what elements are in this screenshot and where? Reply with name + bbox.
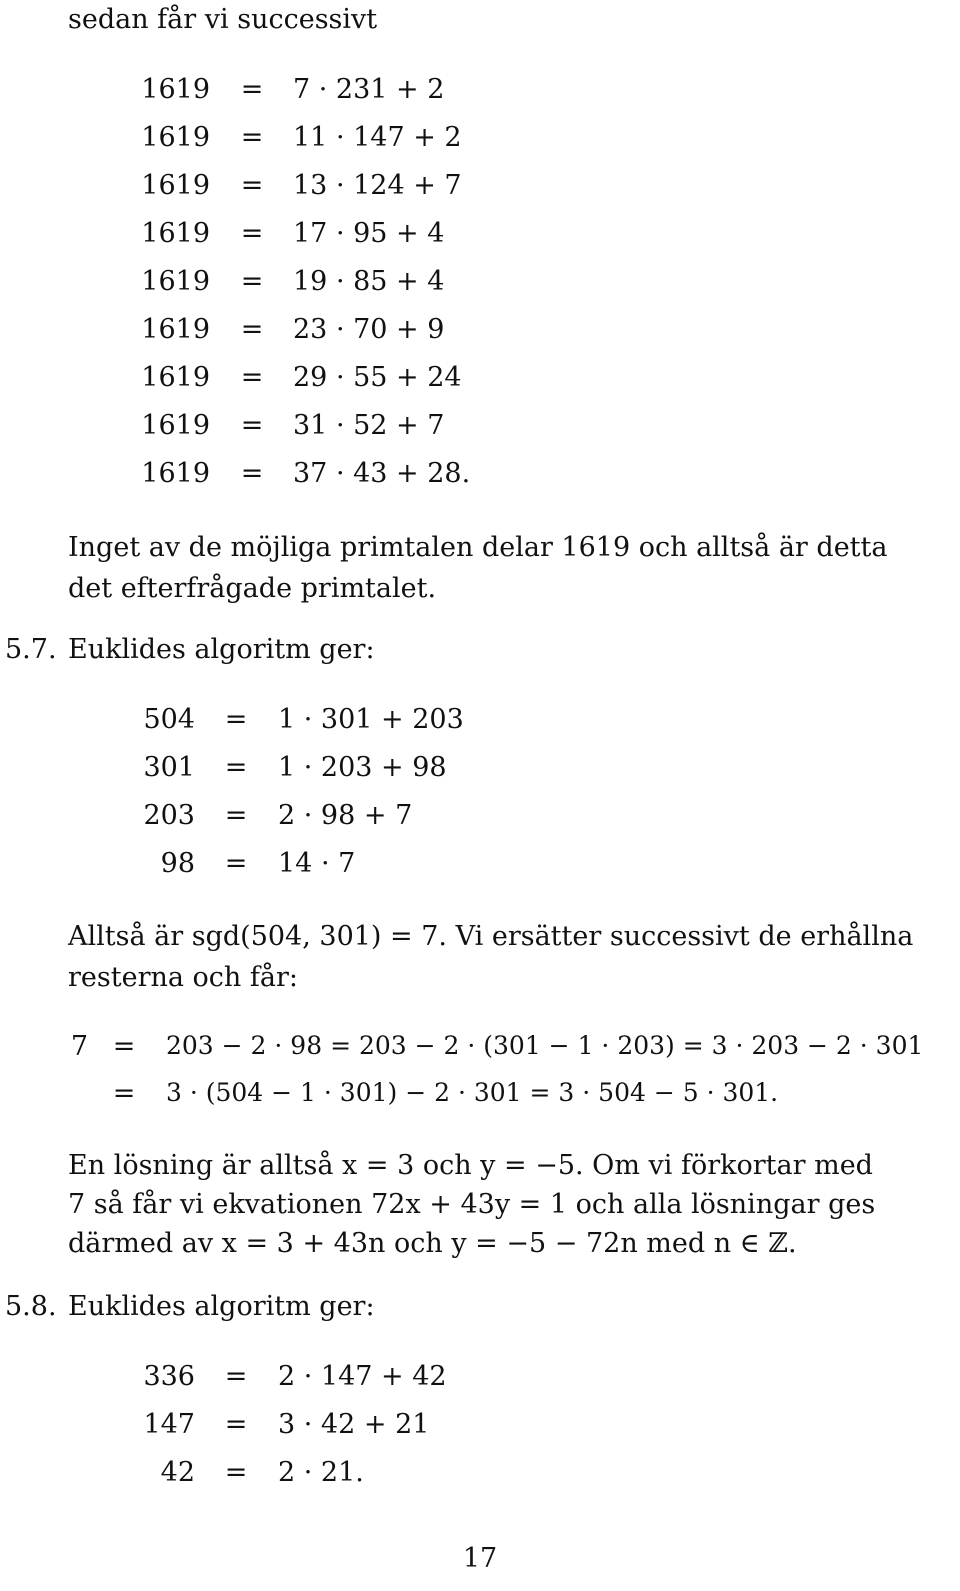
equation-row: [0, 850, 960, 880]
equation-rhs: 37 · 43 + 28.: [293, 458, 471, 489]
equation-relation: =: [112, 1078, 136, 1109]
equation-rhs: 3 · 42 + 21: [278, 1409, 430, 1440]
equation-row: [0, 220, 960, 250]
equation-rhs: 17 · 95 + 4: [293, 218, 445, 249]
equation-lhs: 1619: [141, 74, 210, 105]
equation-lhs: 98: [160, 848, 195, 879]
equation-relation: =: [224, 1457, 248, 1488]
equation-relation: =: [224, 704, 248, 735]
equation-rhs: 19 · 85 + 4: [293, 266, 445, 297]
equation-relation: =: [240, 266, 264, 297]
equation-rhs: 2 · 98 + 7: [278, 800, 413, 831]
equation-row: [0, 460, 960, 490]
equation-row: [0, 268, 960, 298]
section-number: 5.7.: [5, 634, 57, 665]
equation-rhs: 2 · 147 + 42: [278, 1361, 447, 1392]
equation-lhs: 1619: [141, 218, 210, 249]
equation-relation: =: [224, 800, 248, 831]
paragraph-line: det efterfrågade primtalet.: [68, 573, 437, 604]
equation-lhs: 504: [143, 704, 195, 735]
equation-relation: =: [240, 410, 264, 441]
equation-rhs: 31 · 52 + 7: [293, 410, 445, 441]
equation-lhs: 1619: [141, 170, 210, 201]
equation-row: [0, 316, 960, 346]
equation-relation: =: [240, 314, 264, 345]
equation-relation: =: [224, 752, 248, 783]
equation-lhs: 1619: [141, 458, 210, 489]
equation-row: [0, 802, 960, 832]
equation-rhs: 29 · 55 + 24: [293, 362, 462, 393]
equation-relation: =: [240, 122, 264, 153]
equation-relation: =: [224, 1409, 248, 1440]
equation-row: [0, 124, 960, 154]
paragraph-line: 7 så får vi ekvationen 72x + 43y = 1 och alla lösningar ges: [68, 1189, 876, 1220]
equation-rhs: 3 · (504 − 1 · 301) − 2 · 301 = 3 · 504 − 5 · 301.: [166, 1078, 779, 1107]
equation-lhs: 1619: [141, 410, 210, 441]
equation-relation: =: [112, 1031, 136, 1062]
equation-rhs: 1 · 203 + 98: [278, 752, 447, 783]
paragraph-line: därmed av x = 3 + 43n och y = −5 − 72n med n ∈ ℤ.: [68, 1228, 797, 1259]
equation-lhs: 42: [160, 1457, 195, 1488]
paragraph-line: Inget av de möjliga primtalen delar 1619 och alltså är detta: [68, 532, 888, 563]
equation-lhs: 336: [143, 1361, 195, 1392]
intro-text: sedan får vi successivt: [68, 4, 378, 35]
paragraph-line: Alltså är sgd(504, 301) = 7. Vi ersätter successivt de erhållna: [68, 921, 914, 952]
equation-relation: =: [240, 218, 264, 249]
paragraph-line: En lösning är alltså x = 3 och y = −5. Om vi förkortar med: [68, 1150, 873, 1181]
equation-rhs: 2 · 21.: [278, 1457, 364, 1488]
equation-row: [0, 76, 960, 106]
equation-rhs: 203 − 2 · 98 = 203 − 2 · (301 − 1 · 203) = 3 · 203 − 2 · 301: [166, 1031, 924, 1060]
equation-lhs: 301: [143, 752, 195, 783]
equation-relation: =: [240, 362, 264, 393]
equation-row: [0, 364, 960, 394]
equation-lhs: 1619: [141, 122, 210, 153]
page-number: 17: [462, 1543, 498, 1574]
equation-relation: =: [240, 170, 264, 201]
equation-row: [0, 172, 960, 202]
equation-row: [0, 1033, 960, 1063]
equation-rhs: 11 · 147 + 2: [293, 122, 462, 153]
equation-relation: =: [240, 458, 264, 489]
section-text: Euklides algoritm ger:: [68, 1291, 375, 1322]
equation-rhs: 13 · 124 + 7: [293, 170, 462, 201]
equation-row: [0, 1363, 960, 1393]
equation-rhs: 23 · 70 + 9: [293, 314, 445, 345]
equation-lhs: 1619: [141, 266, 210, 297]
equation-row: [0, 706, 960, 736]
equation-rhs: 1 · 301 + 203: [278, 704, 464, 735]
equation-lhs: 1619: [141, 362, 210, 393]
equation-rhs: 7 · 231 + 2: [293, 74, 445, 105]
equation-lhs: 147: [143, 1409, 195, 1440]
equation-relation: =: [224, 848, 248, 879]
equation-row: [0, 412, 960, 442]
equation-relation: =: [224, 1361, 248, 1392]
equation-row: [0, 754, 960, 784]
paragraph-line: resterna och får:: [68, 962, 298, 993]
equation-row: [0, 1411, 960, 1441]
equation-relation: =: [240, 74, 264, 105]
equation-row: [0, 1459, 960, 1489]
section-text: Euklides algoritm ger:: [68, 634, 375, 665]
equation-lhs: 203: [143, 800, 195, 831]
equation-row: [0, 1080, 960, 1110]
equation-rhs: 14 · 7: [278, 848, 356, 879]
section-number: 5.8.: [5, 1291, 57, 1322]
equation-lhs: 7: [70, 1031, 88, 1062]
equation-lhs: 1619: [141, 314, 210, 345]
